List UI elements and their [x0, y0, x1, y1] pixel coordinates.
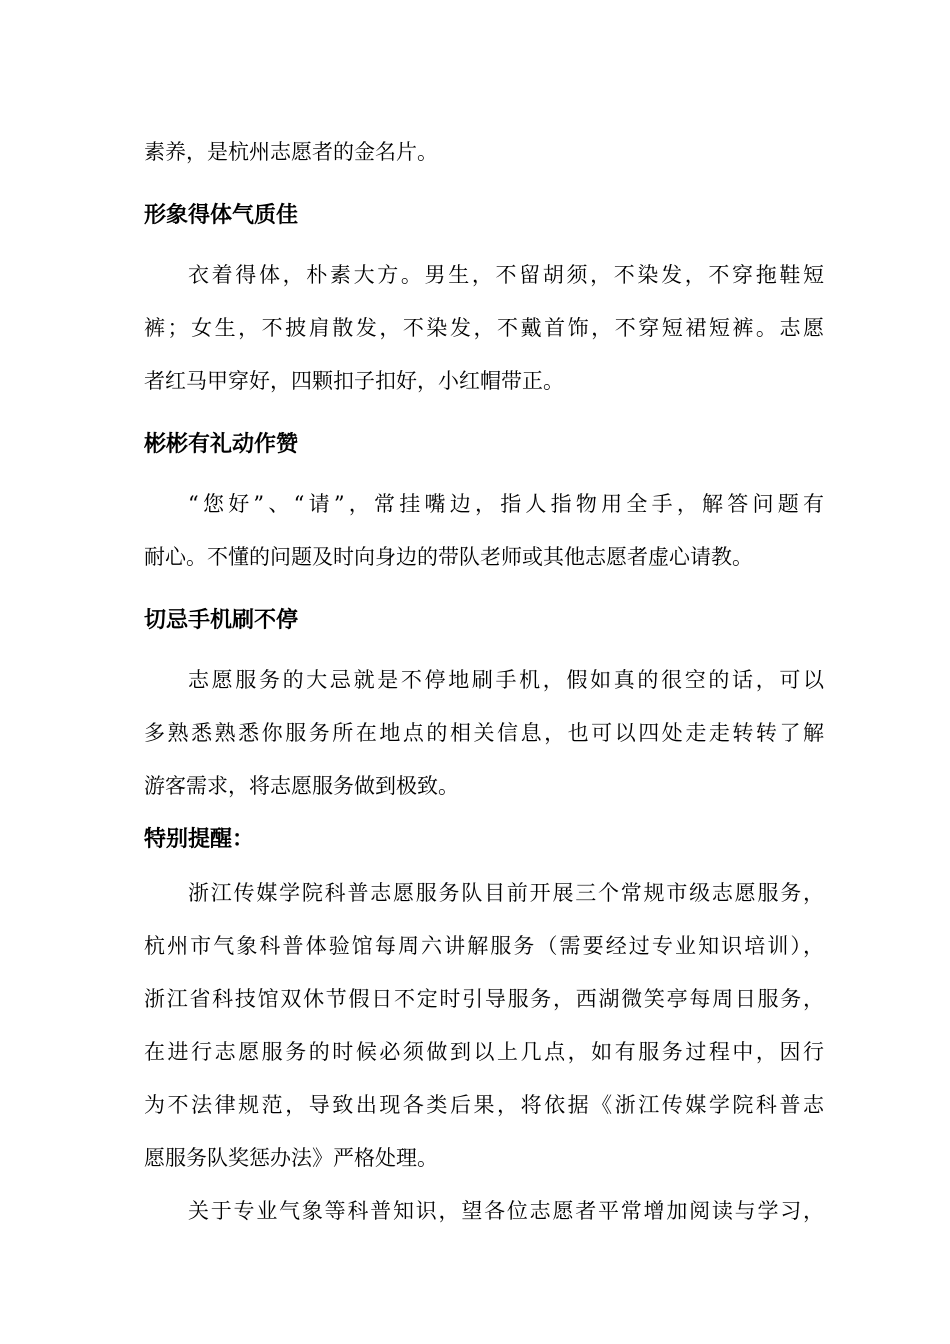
paragraph-line: 愿服务队奖惩办法》严格处理。: [144, 1146, 438, 1170]
paragraph-line: 多熟悉熟悉你服务所在地点的相关信息，也可以四处走走转转了解: [144, 721, 824, 745]
section-heading-phone: 切忌手机刷不停: [144, 608, 299, 633]
section-heading-reminder: 特别提醒：: [144, 827, 255, 852]
paragraph-line: 关于专业气象等科普知识，望各位志愿者平常增加阅读与学习，: [188, 1199, 824, 1223]
paragraph-line: 志愿服务的大忌就是不停地刷手机，假如真的很空的话，可以: [188, 668, 824, 692]
section-heading-courtesy: 彬彬有礼动作赞: [144, 432, 299, 457]
paragraph-line: 游客需求，将志愿服务做到极致。: [144, 774, 459, 798]
spacer: [144, 584, 824, 594]
paragraph-line: 者红马甲穿好，四颗扣子扣好，小红帽带正。: [144, 369, 564, 393]
paragraph-line: 耐心。不懂的问题及时向身边的带队老师或其他志愿者虚心请教。: [144, 545, 753, 569]
intro-text-line: 素养，是杭州志愿者的金名片。: [144, 140, 438, 164]
paragraph-line: 浙江省科技馆双休节假日不定时引导服务，西湖微笑亭每周日服务，: [144, 987, 824, 1011]
paragraph-line: 浙江传媒学院科普志愿服务队目前开展三个常规市级志愿服务，: [188, 881, 824, 905]
paragraph-line: 为不法律规范，导致出现各类后果，将依据《浙江传媒学院科普志: [144, 1093, 824, 1117]
paragraph-line: “您好”、“请”，常挂嘴边，指人指物用全手，解答问题有: [188, 492, 824, 516]
section-heading-appearance: 形象得体气质佳: [144, 203, 299, 228]
paragraph-line: 裤；女生，不披肩散发，不染发，不戴首饰，不穿短裙短裤。志愿: [144, 316, 824, 340]
paragraph-line: 衣着得体，朴素大方。男生，不留胡须，不染发，不穿拖鞋短: [188, 263, 824, 287]
paragraph-line: 在进行志愿服务的时候必须做到以上几点，如有服务过程中，因行: [144, 1040, 824, 1064]
paragraph-line: 杭州市气象科普体验馆每周六讲解服务（需要经过专业知识培训），: [144, 934, 824, 958]
spacer: [144, 179, 824, 189]
spacer: [144, 408, 824, 418]
document-page: [144, 126, 824, 1238]
